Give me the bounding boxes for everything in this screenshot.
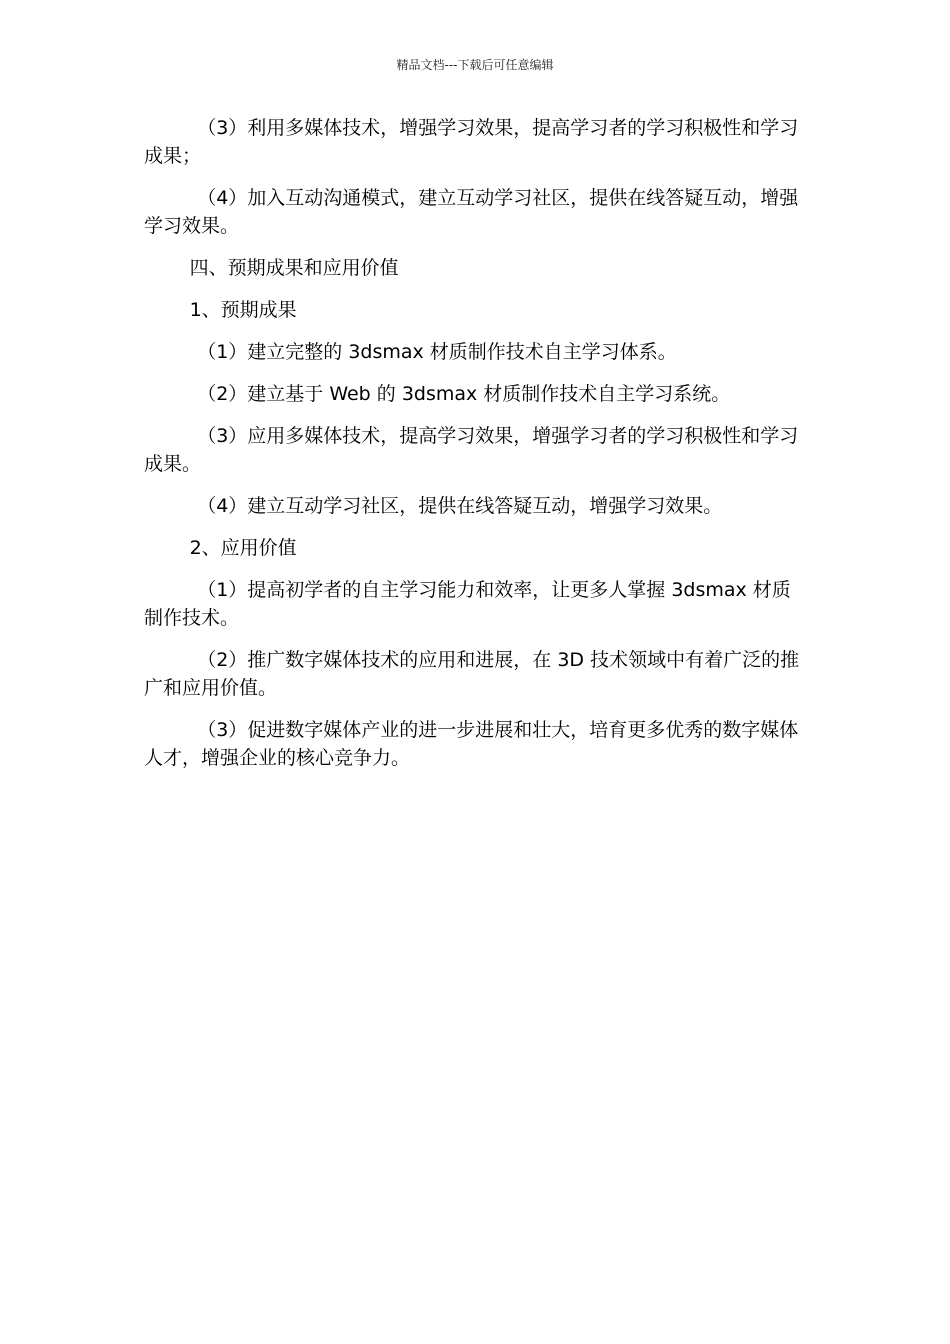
- result-item-4: （4）建立互动学习社区，提供在线答疑互动，增强学习效果。: [197, 495, 723, 517]
- value-item-3: （3）促进数字媒体产业的进一步进展和壮大，培育更多优秀的数字媒体人才，增强企业的核心竞争力。: [144, 719, 799, 769]
- subsection-heading-application-value: 2、应用价值: [189, 537, 297, 559]
- value-item-2: （2）推广数字媒体技术的应用和进展，在 3D 技术领域中有着广泛的推广和应用价值。: [144, 649, 800, 699]
- page-header: 精品文档---下载后可任意编辑: [396, 58, 554, 72]
- document-body: [144, 114, 808, 786]
- result-item-2: （2）建立基于 Web 的 3dsmax 材质制作技术自主学习系统。: [197, 383, 731, 405]
- result-item-3: （3）应用多媒体技术，提高学习效果，增强学习者的学习积极性和学习成果。: [144, 425, 799, 475]
- section-heading-expected-results: 四、预期成果和应用价值: [189, 257, 399, 279]
- subsection-heading-expected-results: 1、预期成果: [189, 299, 297, 321]
- paragraph-item-3-multimedia: （3）利用多媒体技术，增强学习效果，提高学习者的学习积极性和学习成果；: [144, 117, 799, 167]
- value-item-1: （1）提高初学者的自主学习能力和效率，让更多人掌握 3dsmax 材质制作技术。: [144, 579, 791, 629]
- result-item-1: （1）建立完整的 3dsmax 材质制作技术自主学习体系。: [197, 341, 677, 363]
- paragraph-item-4-interaction: （4）加入互动沟通模式，建立互动学习社区，提供在线答疑互动，增强学习效果。: [144, 187, 799, 237]
